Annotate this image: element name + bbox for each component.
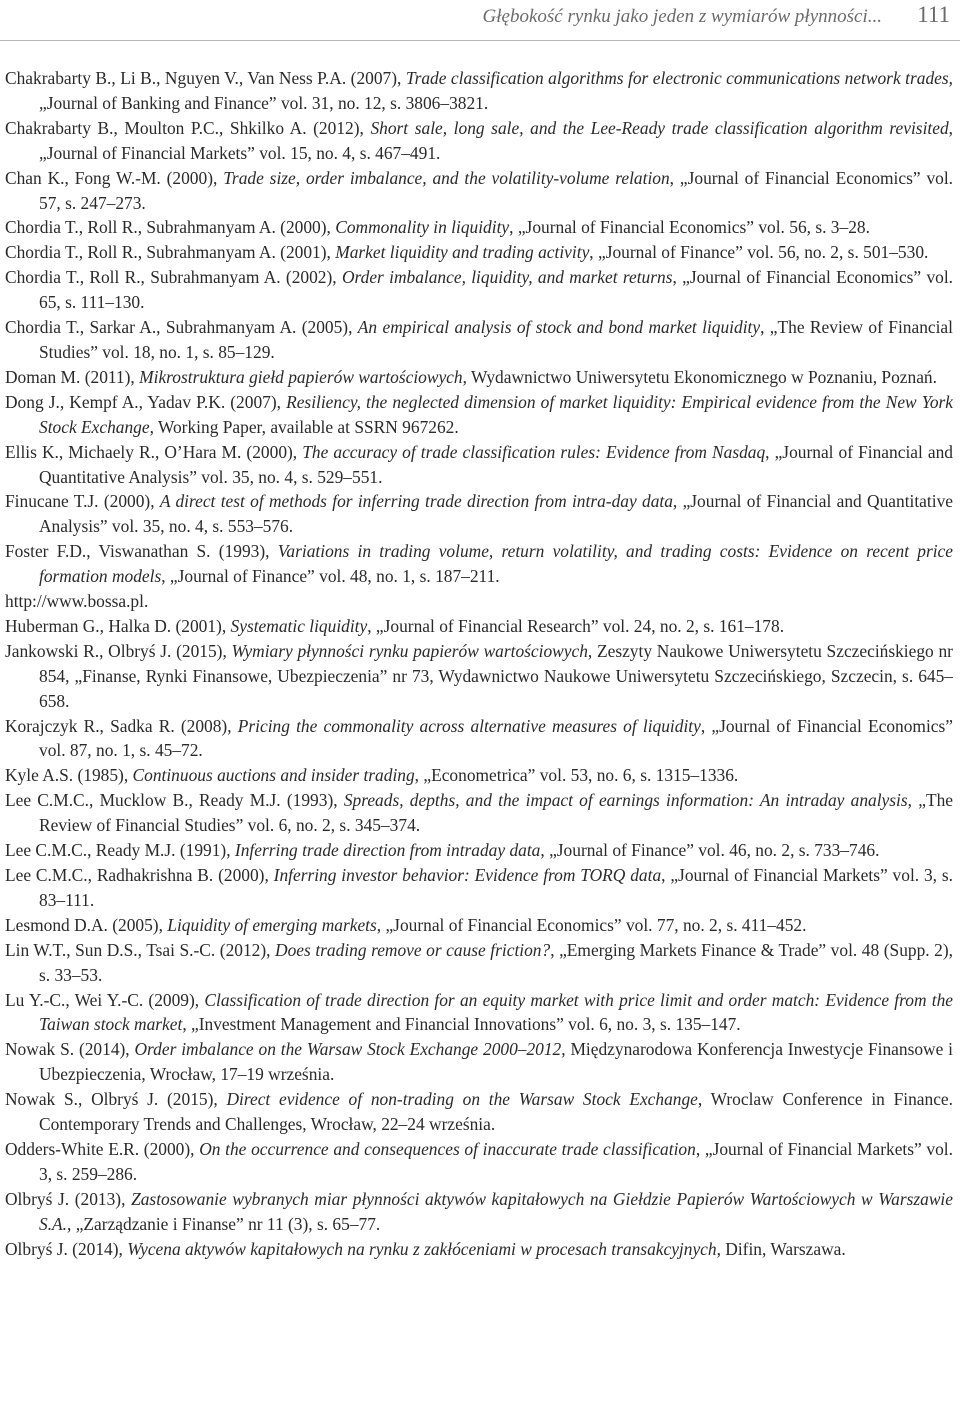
reference-authors: Chordia T., Roll R., Subrahmanyam A. (2000), [5, 217, 336, 238]
running-header [0, 0, 960, 41]
reference-authors: Chordia T., Sarkar A., Subrahmanyam A. (2005), [5, 317, 358, 338]
reference-details: , „Journal of Financial Economics” vol. 77, no. 2, s. 411–452. [376, 914, 807, 935]
reference-entry [5, 788, 953, 838]
reference-title: Classification of trade direction for an equity market with price limit and order match: Evidence from the Taiwan stock market [39, 989, 953, 1035]
reference-details: , „Journal of Finance” vol. 56, no. 2, s. 501–530. [589, 242, 929, 263]
reference-details: , „Journal of Finance” vol. 46, no. 2, s. 733–746. [540, 840, 880, 861]
reference-entry [5, 763, 953, 788]
reference-details: , Zeszyty Naukowe Uniwersytetu Szczecińskiego nr 854, „Finanse, Rynki Finansowe, Ubezpieczenia” nr 73, Wydawnictwo Naukowe Uniwersytetu Szczecińskiego, Szczecin, s. 645–658. [39, 640, 953, 711]
reference-title: A direct test of methods for inferring trade direction from intra-day data [159, 491, 673, 512]
reference-details: , „Investment Management and Financial Innovations” vol. 6, no. 3, s. 135–147. [182, 1014, 741, 1035]
reference-title: Variations in trading volume, return volatility, and trading costs: Evidence on recent price formation models [39, 541, 953, 587]
reference-title: Direct evidence of non-trading on the Warsaw Stock Exchange [226, 1089, 698, 1110]
reference-authors: Chan K., Fong W.-M. (2000), [5, 167, 224, 188]
reference-details: , „Journal of Financial Markets” vol. 3, s. 259–286. [39, 1138, 953, 1184]
reference-details: , „Journal of Financial Research” vol. 24, no. 2, s. 161–178. [367, 615, 785, 636]
reference-entry [5, 390, 953, 440]
reference-authors: http://www.bossa.pl. [5, 591, 149, 612]
reference-authors: Lee C.M.C., Mucklow B., Ready M.J. (1993), [5, 790, 344, 811]
reference-authors: Lee C.M.C., Radhakrishna B. (2000), [5, 865, 274, 885]
reference-title: Does trading remove or cause friction? [275, 939, 551, 960]
reference-entry [5, 614, 953, 639]
reference-title: Wymiary płynności rynku papierów wartościowych [231, 640, 588, 661]
reference-title: The accuracy of trade classification rules: Evidence from Nasdaq [302, 441, 766, 462]
reference-details: , „Econometrica” vol. 53, no. 6, s. 1315–1336. [414, 765, 739, 786]
reference-title: Wycena aktywów kapitałowych na rynku z zakłóceniami w procesach transakcyjnych [127, 1238, 717, 1259]
reference-authors: Doman M. (2011), [5, 366, 140, 387]
reference-details: , „Journal of Financial Economics” vol. 56, s. 3–28. [509, 217, 870, 238]
header-rule [0, 40, 960, 41]
reference-title: Zastosowanie wybranych miar płynności aktywów kapitałowych na Giełdzie Papierów Wartościowych w Warszawie S.A. [39, 1188, 953, 1234]
reference-title: Continuous auctions and insider trading [132, 765, 415, 786]
reference-authors: Chordia T., Roll R., Subrahmanyam A. (2002), [5, 267, 342, 288]
reference-authors: Nowak S. (2014), [5, 1039, 135, 1060]
reference-title: On the occurrence and consequences of inaccurate trade classification [199, 1138, 696, 1159]
reference-title: Resiliency, the neglected dimension of market liquidity: Empirical evidence from the New York Stock Exchange [39, 391, 953, 437]
reference-authors: Korajczyk R., Sadka R. (2008), [5, 715, 238, 736]
reference-entry [5, 1187, 953, 1237]
reference-entry [5, 988, 953, 1038]
reference-title: Short sale, long sale, and the Lee-Ready trade classification algorithm revisited [370, 117, 949, 138]
reference-entry [5, 838, 953, 863]
reference-authors: Olbryś J. (2014), [5, 1238, 128, 1259]
reference-details: , Wydawnictwo Uniwersytetu Ekonomicznego w Poznaniu, Poznań. [462, 366, 937, 387]
reference-list [5, 66, 953, 1262]
reference-entry [5, 714, 953, 764]
reference-entry [5, 265, 953, 315]
reference-entry [5, 1037, 953, 1087]
reference-entry [5, 639, 953, 714]
reference-title: An empirical analysis of stock and bond market liquidity [357, 317, 761, 338]
reference-authors: Huberman G., Halka D. (2001), [5, 615, 231, 636]
reference-title: Pricing the commonality across alternative measures of liquidity [237, 715, 701, 736]
reference-details: , „Journal of Banking and Finance” vol. 31, no. 12, s. 3806–3821. [39, 68, 953, 113]
reference-authors: Lesmond D.A. (2005), [5, 914, 168, 935]
reference-details: , „Journal of Financial and Quantitative Analysis” vol. 35, no. 4, s. 553–576. [39, 491, 953, 537]
reference-details: , Międzynarodowa Konferencja Inwestycje Finansowe i Ubezpieczenia, Wrocław, 17–19 września. [39, 1039, 953, 1085]
reference-entry [5, 66, 953, 116]
reference-details: , „Journal of Finance” vol. 48, no. 1, s. 187–211. [161, 566, 500, 587]
reference-authors: Foster F.D., Viswanathan S. (1993), [5, 541, 278, 562]
reference-details: , „Journal of Financial Markets” vol. 3, s. 83–111. [39, 865, 953, 910]
reference-entry [5, 315, 953, 365]
reference-authors: Chakrabarty B., Moulton P.C., Shkilko A. (2012), [5, 117, 371, 138]
reference-title: Commonality in liquidity [335, 217, 510, 238]
reference-authors: Lu Y.-C., Wei Y.-C. (2009), [5, 989, 205, 1010]
reference-title: Mikrostruktura giełd papierów wartościowych [139, 366, 463, 387]
reference-authors: Dong J., Kempf A., Yadav P.K. (2007), [5, 391, 287, 412]
reference-authors: Lee C.M.C., Ready M.J. (1991), [5, 840, 235, 861]
reference-title: Trade size, order imbalance, and the volatility-volume relation [223, 167, 670, 188]
reference-entry [5, 863, 953, 913]
reference-title: Inferring trade direction from intraday data [234, 840, 541, 861]
reference-title: Market liquidity and trading activity [335, 242, 590, 263]
reference-authors: Chakrabarty B., Li B., Nguyen V., Van Ness P.A. (2007), [5, 68, 406, 88]
reference-details: , „Zarządzanie i Finanse” nr 11 (3), s. 65–77. [67, 1213, 381, 1234]
reference-details: , „The Review of Financial Studies” vol. 6, no. 2, s. 345–374. [39, 790, 954, 836]
reference-entry [5, 1087, 953, 1137]
reference-authors: Finucane T.J. (2000), [5, 491, 160, 512]
reference-title: Trade classification algorithms for electronic communications network trades [405, 68, 949, 88]
reference-entry [5, 365, 953, 390]
reference-details: , „Journal of Financial Markets” vol. 15, no. 4, s. 467–491. [39, 117, 954, 163]
reference-details: , „Journal of Financial Economics” vol. 65, s. 111–130. [39, 267, 954, 313]
reference-entry [5, 589, 953, 614]
reference-details: , Wroclaw Conference in Finance. Contemporary Trends and Challenges, Wrocław, 22–24 września. [39, 1089, 953, 1135]
reference-title: Liquidity of emerging markets [167, 914, 377, 935]
reference-entry [5, 240, 953, 265]
reference-authors: Ellis K., Michaely R., O’Hara M. (2000), [5, 441, 303, 462]
page-number: 111 [917, 2, 950, 27]
reference-entry [5, 938, 953, 988]
reference-title: Inferring investor behavior: Evidence from TORQ data [273, 865, 662, 885]
reference-details: , „The Review of Financial Studies” vol. 18, no. 1, s. 85–129. [39, 317, 953, 362]
reference-title: Order imbalance on the Warsaw Stock Exchange 2000–2012 [134, 1039, 562, 1060]
reference-authors: Olbryś J. (2013), [5, 1188, 132, 1209]
reference-entry [5, 215, 953, 240]
reference-details: , „Journal of Financial Economics” vol. 57, s. 247–273. [39, 167, 954, 213]
reference-entry [5, 440, 953, 490]
reference-entry [5, 166, 953, 216]
reference-details: , Difin, Warszawa. [716, 1238, 846, 1259]
reference-authors: Chordia T., Roll R., Subrahmanyam A. (2001), [5, 242, 336, 263]
reference-entry [5, 1137, 953, 1187]
reference-authors: Odders-White E.R. (2000), [5, 1138, 200, 1159]
reference-authors: Jankowski R., Olbryś J. (2015), [5, 640, 232, 661]
reference-authors: Kyle A.S. (1985), [5, 765, 133, 786]
reference-details: , „Journal of Financial and Quantitative Analysis” vol. 35, no. 4, s. 529–551. [39, 441, 953, 487]
reference-entry [5, 913, 953, 938]
reference-entry [5, 1237, 953, 1262]
reference-title: Spreads, depths, and the impact of earnings information: An intraday analysis [343, 790, 908, 811]
running-header-title: Głębokość rynku jako jeden z wymiarów płynności... [482, 6, 882, 27]
reference-authors: Lin W.T., Sun D.S., Tsai S.-C. (2012), [5, 939, 276, 960]
reference-entry [5, 116, 953, 166]
reference-title: Systematic liquidity [230, 615, 368, 636]
reference-entry [5, 539, 953, 589]
reference-details: , „Emerging Markets Finance & Trade” vol. 48 (Supp. 2), s. 33–53. [39, 939, 953, 985]
reference-authors: Nowak S., Olbryś J. (2015), [5, 1089, 227, 1110]
reference-entry [5, 489, 953, 539]
reference-details: , „Journal of Financial Economics” vol. 87, no. 1, s. 45–72. [39, 715, 953, 761]
reference-details: , Working Paper, available at SSRN 967262. [149, 416, 459, 437]
reference-title: Order imbalance, liquidity, and market returns [341, 267, 673, 288]
